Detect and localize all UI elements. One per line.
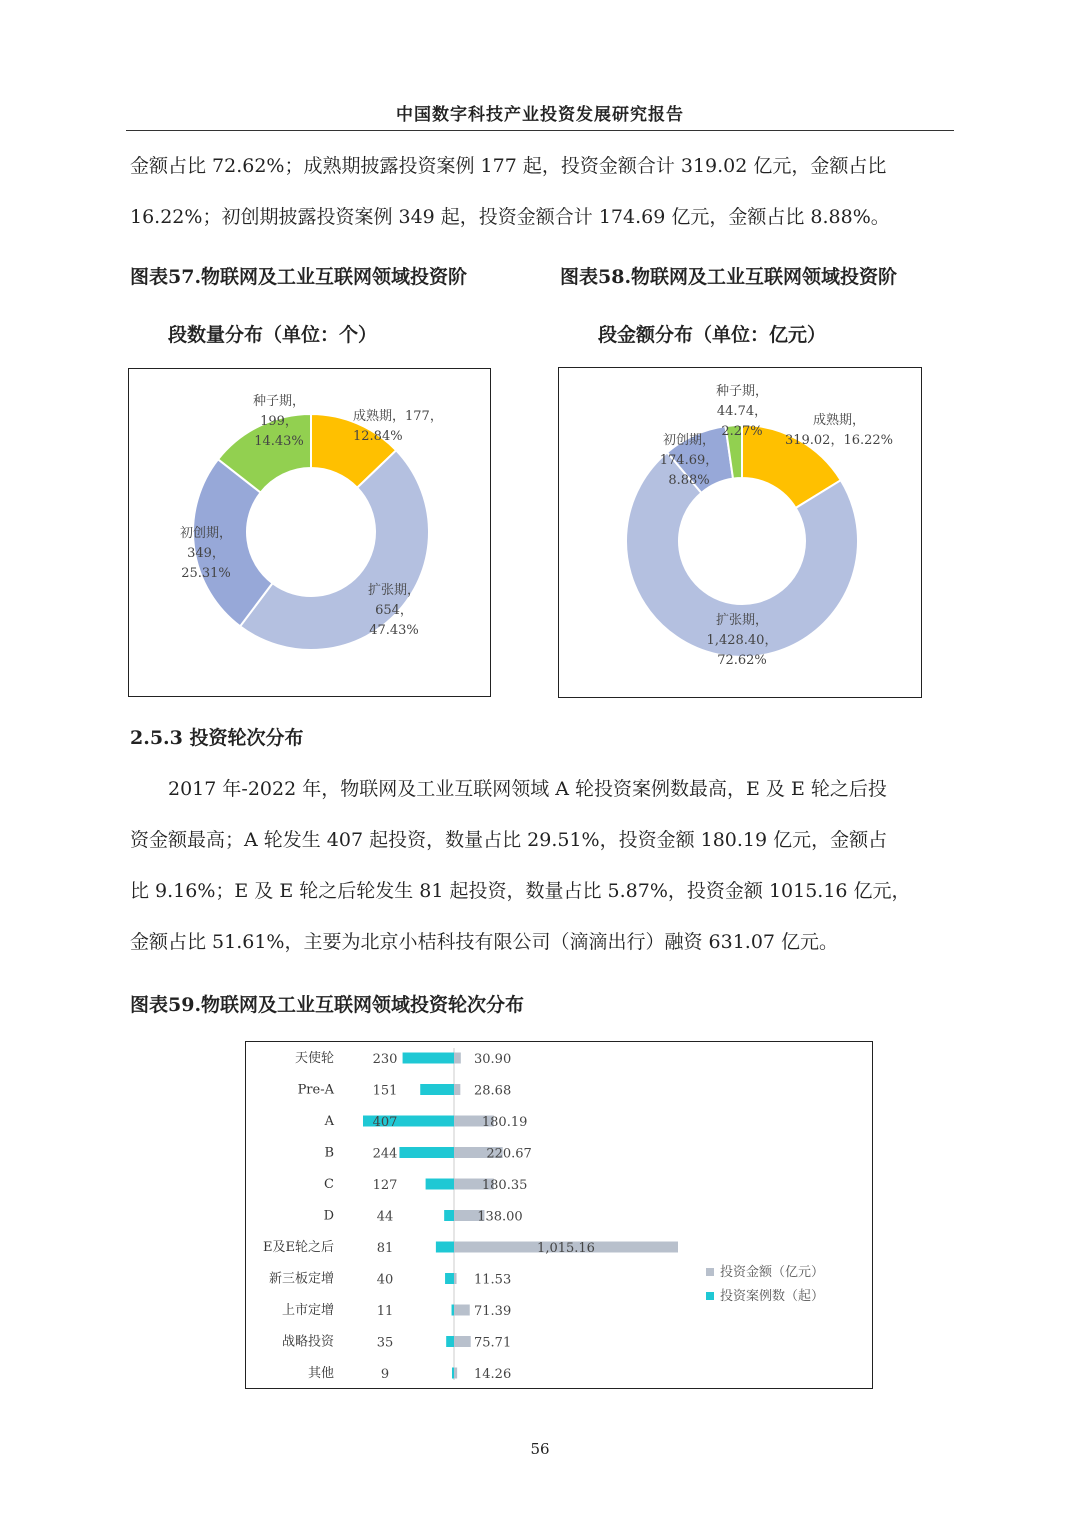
fig57-caption-line2: 段数量分布（单位：个） xyxy=(168,324,378,346)
intro-line: 16.22%；初创期披露投资案例 349 起，投资金额合计 174.69 亿元，金额占比 8.88%。 xyxy=(130,206,890,228)
fig58-chart-frame xyxy=(558,367,922,698)
fig59-amount-label: 180.19 xyxy=(481,1115,528,1130)
fig59-amount-bar xyxy=(454,1336,471,1347)
fig59-amount-label: 180.35 xyxy=(481,1178,528,1193)
fig57-caption xyxy=(130,262,540,352)
body-paragraph xyxy=(130,764,954,968)
fig59-count-label: 230 xyxy=(372,1052,398,1067)
fig59-count-bar xyxy=(426,1179,454,1190)
fig59-category-label: A xyxy=(324,1114,334,1129)
fig58-caption-line2: 段金额分布（单位：亿元） xyxy=(598,324,827,346)
fig59-count-bar xyxy=(403,1053,454,1064)
fig57-slice-label-1: 扩张期， 654， 47.43% xyxy=(367,583,421,638)
fig59-count-label: 244 xyxy=(372,1146,398,1162)
fig59-count-bar xyxy=(399,1147,454,1158)
fig59-legend-label: 投资金额（亿元） xyxy=(720,1265,825,1280)
intro-paragraph xyxy=(130,141,954,243)
fig59-count-label: 9 xyxy=(380,1367,390,1382)
fig59-count-label: 35 xyxy=(376,1335,394,1351)
fig59-count-bar xyxy=(436,1242,454,1253)
fig59-amount-bar xyxy=(454,1368,457,1379)
fig59-amount-label: 138.00 xyxy=(477,1209,523,1225)
fig59-category-label: 天使轮 xyxy=(294,1051,334,1066)
fig58-caption xyxy=(560,262,960,352)
fig59-count-bar xyxy=(444,1210,454,1221)
header-divider xyxy=(126,130,954,131)
fig59-amount-bar xyxy=(454,1273,457,1284)
fig59-caption: 图表59.物联网及工业互联网领域投资轮次分布 xyxy=(130,994,525,1016)
fig57-slice-label-0: 成熟期，177， 12.84% xyxy=(353,409,443,444)
intro-line: 金额占比 72.62%；成熟期披露投资案例 177 起，投资金额合计 319.02 亿元，金额占比 xyxy=(130,155,887,177)
fig58-caption-line1: 图表58.物联网及工业互联网领域投资阶 xyxy=(560,266,898,288)
fig59-amount-label: 28.68 xyxy=(474,1083,512,1099)
fig59-chart-frame xyxy=(245,1041,873,1389)
fig59-bar-chart xyxy=(246,1042,872,1388)
fig59-amount-bar xyxy=(454,1053,461,1064)
page-number: 56 xyxy=(530,1440,550,1458)
fig59-count-bar xyxy=(445,1273,454,1284)
fig59-count-bar xyxy=(452,1368,454,1379)
fig59-amount-label: 11.53 xyxy=(474,1272,512,1288)
fig57-caption-line1: 图表57.物联网及工业互联网领域投资阶 xyxy=(130,266,468,288)
body-line: 资金额最高；A 轮发生 407 起投资，数量占比 29.51%，投资金额 180.19 亿元，金额占 xyxy=(130,829,888,851)
body-line: 比 9.16%；E 及 E 轮之后轮发生 81 起投资，数量占比 5.87%，投资金额 1015.16 亿元， xyxy=(130,880,911,902)
fig59-category-label: D xyxy=(323,1208,334,1224)
fig59-count-label: 81 xyxy=(376,1241,394,1256)
fig59-amount-label: 1,015.16 xyxy=(537,1241,595,1256)
fig59-count-label: 44 xyxy=(376,1209,394,1225)
fig59-category-label: B xyxy=(324,1145,334,1161)
fig59-amount-label: 220.67 xyxy=(486,1146,532,1162)
fig58-slice-label-0: 成熟期， 319.02，16.22% xyxy=(784,413,894,448)
fig58-slice-label-1: 扩张期， 1,428.40， 72.62% xyxy=(706,613,778,668)
fig59-amount-label: 75.71 xyxy=(474,1335,512,1351)
fig59-category-label: C xyxy=(324,1177,334,1192)
fig59-amount-label: 14.26 xyxy=(474,1367,512,1382)
body-line: 2017 年-2022 年，物联网及工业互联网领域 A 轮投资案例数最高，E 及 E 轮之后投 xyxy=(168,778,887,800)
fig59-legend-label: 投资案例数（起） xyxy=(720,1289,825,1304)
report-header-title: 中国数字科技产业投资发展研究报告 xyxy=(396,105,684,125)
fig57-slice-label-3: 种子期， 199， 14.43% xyxy=(252,394,306,449)
fig59-amount-label: 30.90 xyxy=(474,1052,512,1067)
fig59-count-label: 407 xyxy=(372,1115,398,1130)
fig57-chart-frame xyxy=(128,368,491,697)
fig59-count-bar xyxy=(420,1084,454,1095)
fig59-legend-swatch xyxy=(706,1292,714,1300)
fig59-count-label: 11 xyxy=(376,1304,394,1319)
fig59-count-label: 40 xyxy=(376,1272,394,1288)
fig59-count-bar xyxy=(446,1336,454,1347)
fig59-category-label: Pre-A xyxy=(297,1082,334,1098)
fig59-count-bar xyxy=(452,1305,454,1316)
body-line: 金额占比 51.61%，主要为北京小桔科技有限公司（滴滴出行）融资 631.07 亿元。 xyxy=(130,931,839,953)
fig59-legend-swatch xyxy=(706,1268,714,1276)
fig59-count-label: 151 xyxy=(372,1083,398,1099)
fig57-donut-chart xyxy=(129,369,490,696)
fig57-slice-label-2: 初创期， 349， 25.31% xyxy=(179,526,233,581)
fig59-amount-label: 71.39 xyxy=(474,1304,512,1319)
fig59-category-label: 新三板定增 xyxy=(268,1271,334,1287)
fig59-category-label: 上市定增 xyxy=(281,1303,334,1318)
section-heading: 2.5.3 投资轮次分布 xyxy=(130,727,304,749)
fig59-amount-bar xyxy=(454,1305,470,1316)
fig58-slice-label-2: 初创期， 174.69， 8.88% xyxy=(659,433,719,488)
fig59-category-label: 战略投资 xyxy=(281,1334,334,1350)
fig59-amount-bar xyxy=(454,1084,460,1095)
fig58-donut-chart xyxy=(559,368,921,697)
fig59-category-label: E及E轮之后 xyxy=(263,1240,334,1255)
fig58-slice-label-3: 种子期， 44.74， 2.27% xyxy=(715,384,769,439)
fig59-count-label: 127 xyxy=(372,1178,398,1193)
fig59-category-label: 其他 xyxy=(307,1366,334,1381)
